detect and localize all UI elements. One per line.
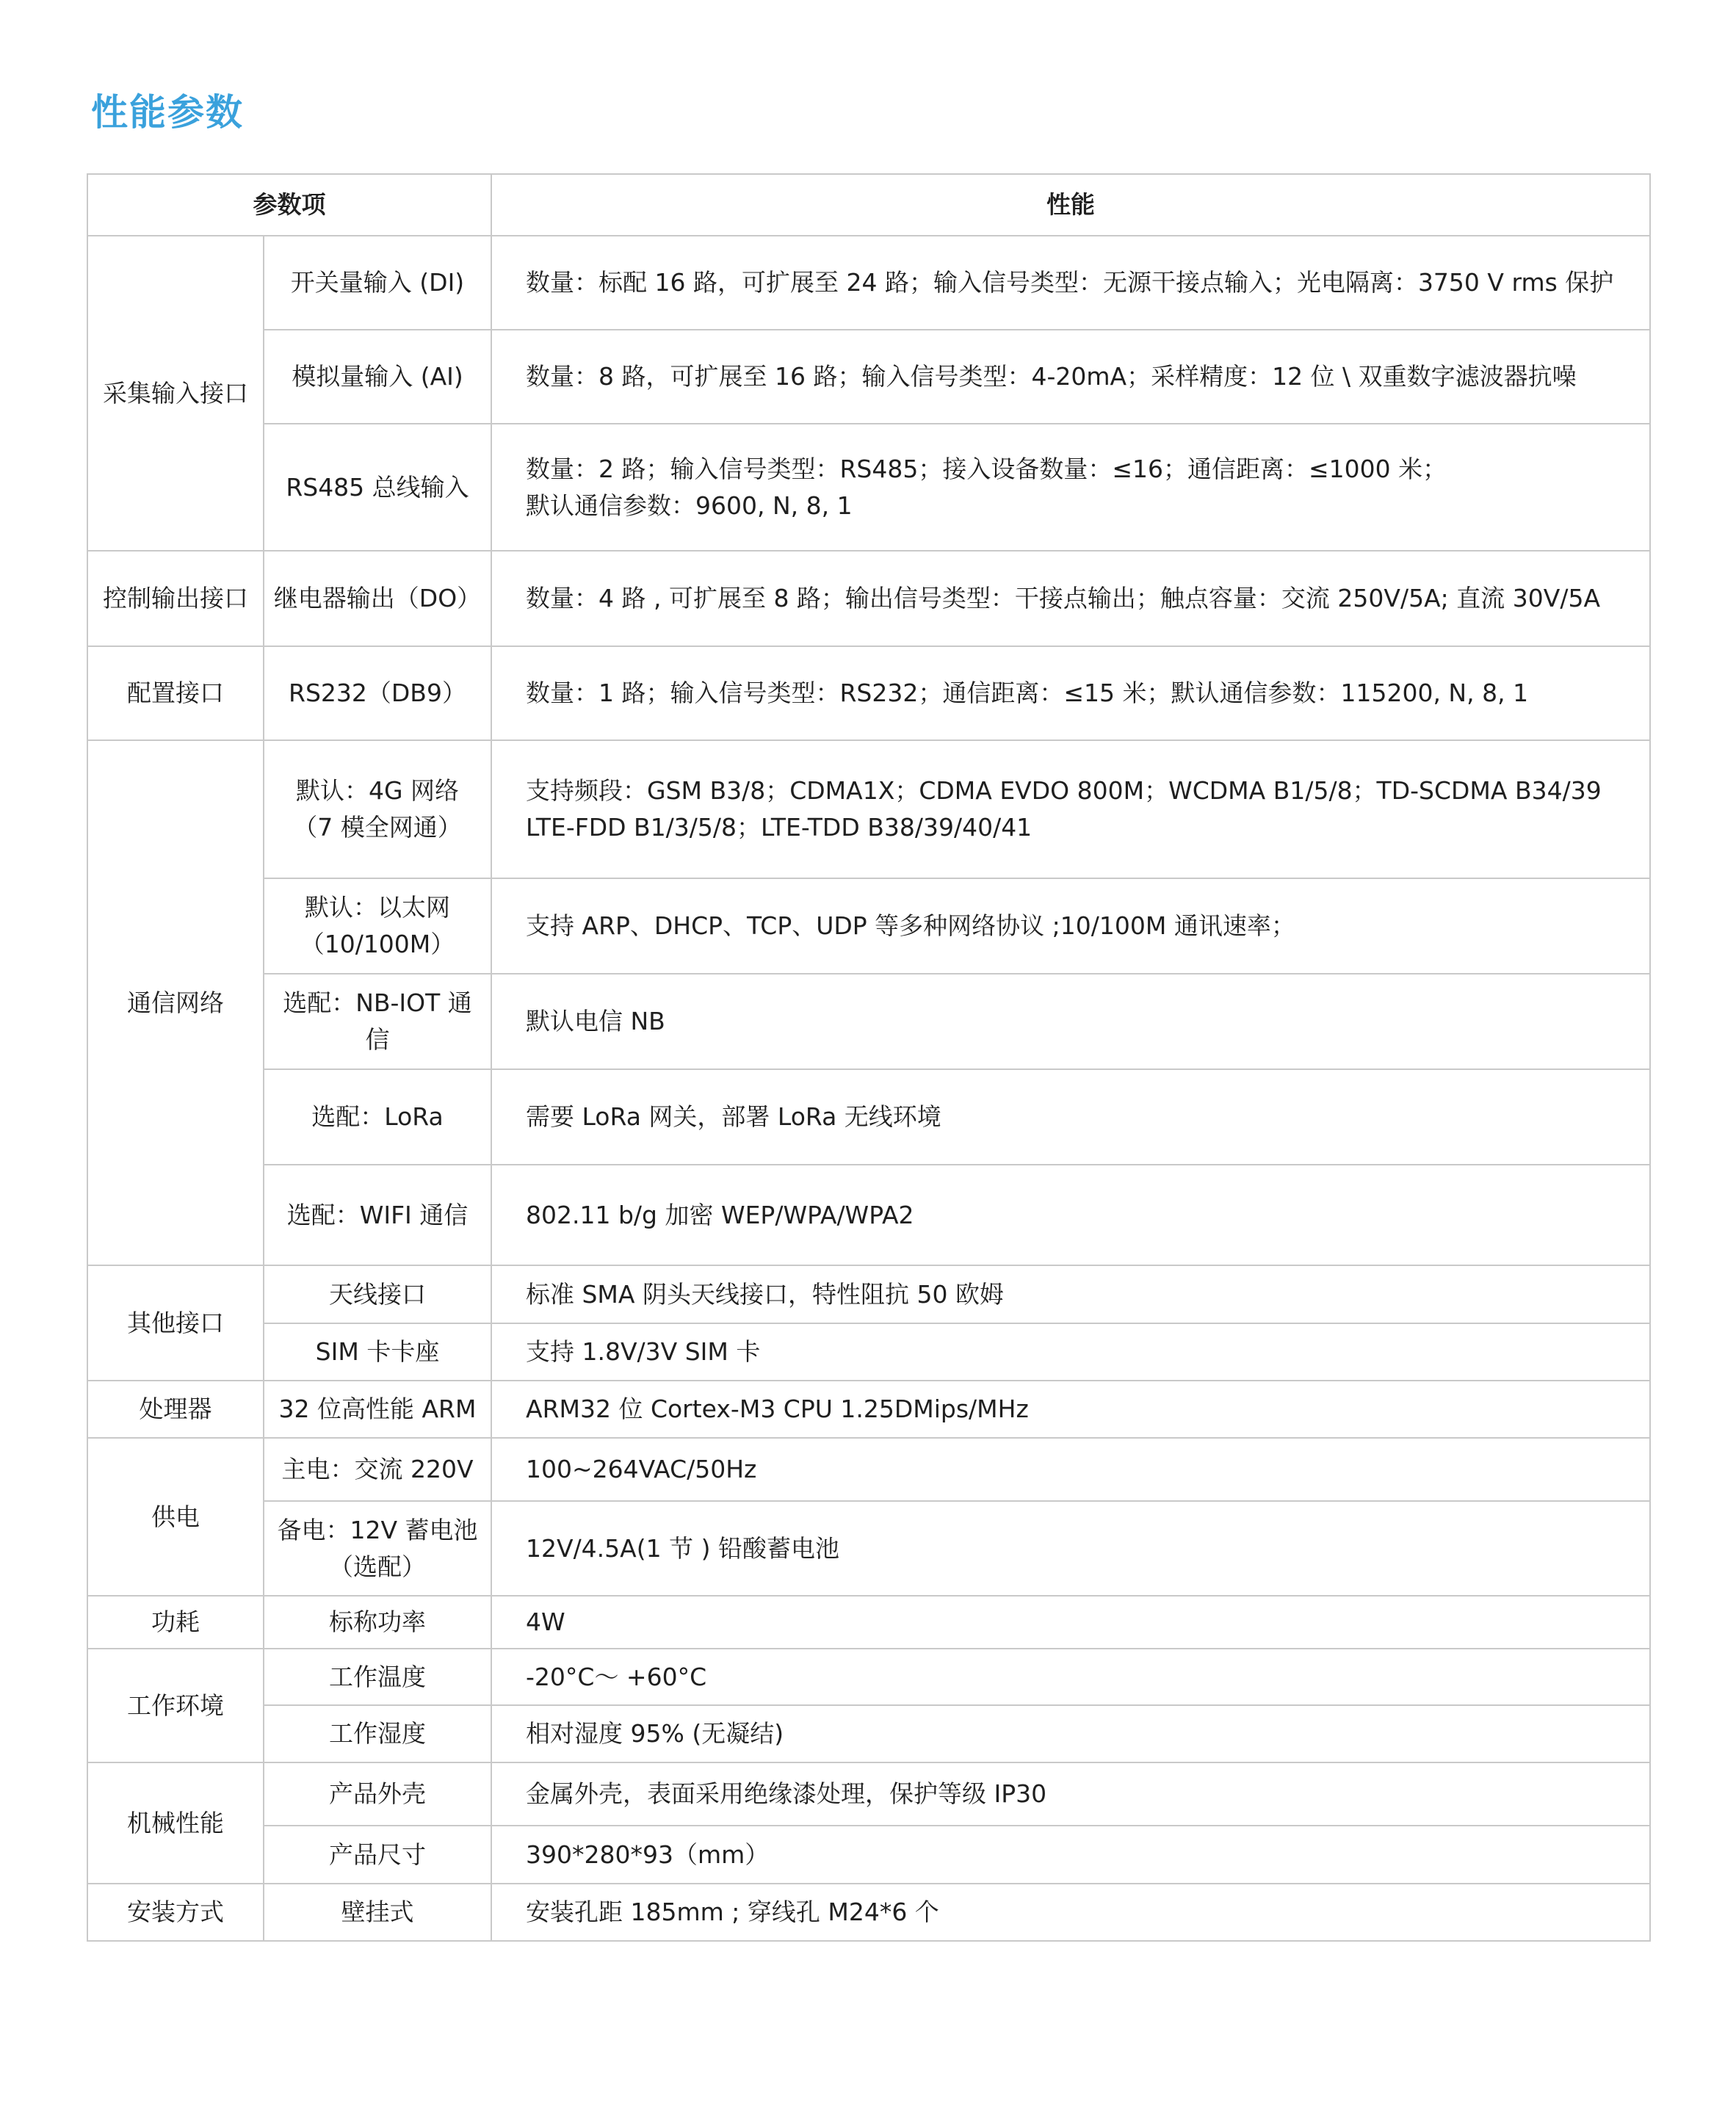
table-row [87,974,1650,1069]
perf-cell: 390*280*93（mm） [491,1826,1650,1884]
item-line: （7 模全网通） [293,813,462,842]
item-cell: 天线接口 [264,1265,491,1323]
item-cell: 工作湿度 [264,1705,491,1762]
table-row [87,1265,1650,1323]
perf-cell: 12V/4.5A(1 节 ) 铅酸蓄电池 [491,1501,1650,1596]
item-cell: 32 位高性能 ARM [264,1381,491,1438]
perf-cell [491,740,1650,878]
category-cell: 其他接口 [87,1265,264,1381]
spec-table [87,173,1651,1942]
table-row [87,551,1650,646]
category-cell: 工作环境 [87,1649,264,1762]
table-row [87,1596,1650,1649]
table-header-row [87,174,1650,236]
item-cell: SIM 卡卡座 [264,1323,491,1381]
perf-cell: 需要 LoRa 网关，部署 LoRa 无线环境 [491,1069,1650,1165]
perf-cell: 100~264VAC/50Hz [491,1438,1650,1501]
perf-cell: 支持 ARP、DHCP、TCP、UDP 等多种网络协议 ;10/100M 通讯速率； [491,878,1650,974]
item-cell: 选配：LoRa [264,1069,491,1165]
table-row [87,878,1650,974]
perf-line: LTE-FDD B1/3/5/8；LTE-TDD B38/39/40/41 [526,813,1032,842]
category-cell: 控制输出接口 [87,551,264,646]
table-row [87,236,1650,330]
item-cell: 主电：交流 220V [264,1438,491,1501]
item-cell: RS232（DB9） [264,646,491,740]
perf-cell: 数量：4 路 , 可扩展至 8 路；输出信号类型：干接点输出；触点容量：交流 250V/5A; 直流 30V/5A [491,551,1650,646]
table-row [87,1165,1650,1265]
category-cell: 供电 [87,1438,264,1596]
item-cell [264,878,491,974]
category-cell: 配置接口 [87,646,264,740]
perf-cell: 支持 1.8V/3V SIM 卡 [491,1323,1650,1381]
item-cell: 标称功率 [264,1596,491,1649]
table-row [87,1826,1650,1884]
table-row [87,1649,1650,1705]
item-line: （选配） [329,1552,426,1581]
item-cell: 产品外壳 [264,1762,491,1826]
table-row [87,646,1650,740]
item-cell: 模拟量输入 (AI) [264,330,491,424]
item-line: 备电：12V 蓄电池 [277,1515,478,1544]
table-row [87,1501,1650,1596]
item-line: 默认：以太网 [305,893,450,922]
perf-cell: 4W [491,1596,1650,1649]
perf-cell: 802.11 b/g 加密 WEP/WPA/WPA2 [491,1165,1650,1265]
item-cell: 工作温度 [264,1649,491,1705]
header-perf: 性能 [491,174,1650,236]
category-cell: 功耗 [87,1596,264,1649]
perf-cell: 标准 SMA 阴头天线接口，特性阻抗 50 欧姆 [491,1265,1650,1323]
item-cell: 开关量输入 (DI) [264,236,491,330]
table-row [87,424,1650,551]
item-cell: 产品尺寸 [264,1826,491,1884]
perf-cell: 数量：1 路；输入信号类型：RS232；通信距离：≤15 米；默认通信参数：115200, N, 8, 1 [491,646,1650,740]
table-row [87,330,1650,424]
table-row [87,1438,1650,1501]
item-cell [264,1501,491,1596]
item-cell: 壁挂式 [264,1884,491,1941]
perf-cell [491,424,1650,551]
table-row [87,1762,1650,1826]
perf-cell: 默认电信 NB [491,974,1650,1069]
item-line: 默认：4G 网络 [295,776,460,805]
perf-cell: 相对湿度 95% (无凝结) [491,1705,1650,1762]
table-row [87,1069,1650,1165]
page-title: 性能参数 [91,91,244,134]
item-line: （10/100M） [300,930,455,958]
item-cell: 选配：WIFI 通信 [264,1165,491,1265]
category-cell: 通信网络 [87,740,264,1265]
category-cell: 采集输入接口 [87,236,264,551]
perf-cell: 安装孔距 185mm ; 穿线孔 M24*6 个 [491,1884,1650,1941]
perf-line: 支持频段：GSM B3/8；CDMA1X；CDMA EVDO 800M；WCDMA B1/5/8；TD-SCDMA B34/39 [526,776,1602,805]
category-cell: 处理器 [87,1381,264,1438]
table-row [87,1884,1650,1941]
perf-cell: ARM32 位 Cortex-M3 CPU 1.25DMips/MHz [491,1381,1650,1438]
item-cell: 继电器输出（DO） [264,551,491,646]
category-cell: 安装方式 [87,1884,264,1941]
header-param: 参数项 [87,174,491,236]
item-cell: 选配：NB-IOT 通信 [264,974,491,1069]
perf-cell: -20°C～ +60°C [491,1649,1650,1705]
perf-cell: 金属外壳，表面采用绝缘漆处理，保护等级 IP30 [491,1762,1650,1826]
perf-cell: 数量：标配 16 路，可扩展至 24 路；输入信号类型：无源干接点输入；光电隔离：3750 V rms 保护 [491,236,1650,330]
perf-line: 默认通信参数：9600, N, 8, 1 [526,491,853,520]
item-cell [264,740,491,878]
table-row [87,740,1650,878]
item-cell: RS485 总线输入 [264,424,491,551]
table-row [87,1705,1650,1762]
table-row [87,1381,1650,1438]
category-cell: 机械性能 [87,1762,264,1884]
perf-line: 数量：2 路；输入信号类型：RS485；接入设备数量：≤16；通信距离：≤1000 米； [526,454,1447,483]
table-row [87,1323,1650,1381]
perf-cell: 数量：8 路，可扩展至 16 路；输入信号类型：4-20mA；采样精度：12 位 \ 双重数字滤波器抗噪 [491,330,1650,424]
